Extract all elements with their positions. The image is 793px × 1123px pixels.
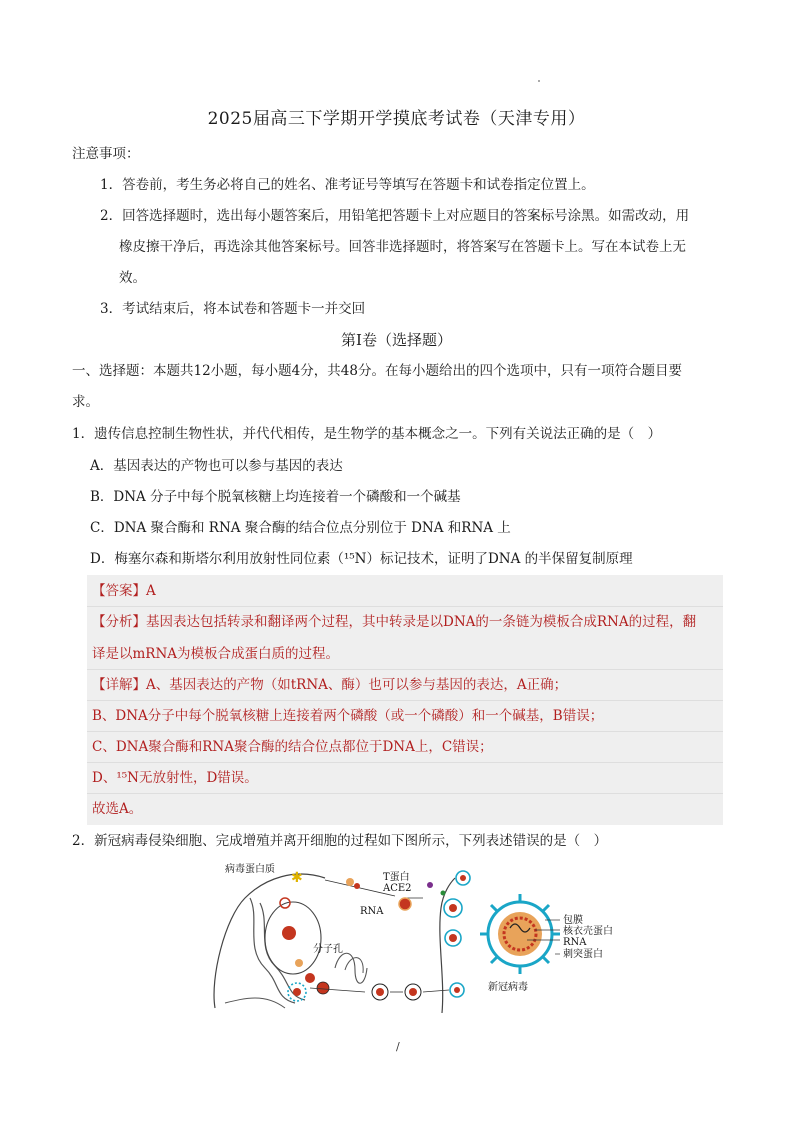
answer-divider bbox=[87, 606, 723, 607]
flow-arrow bbox=[423, 990, 449, 992]
answer-divider bbox=[87, 669, 723, 670]
cell-membrane bbox=[214, 874, 325, 1008]
question-1-option-d: D．梅塞尔森和斯塔尔利用放射性同位素（¹⁵N）标记技术，证明了DNA 的半保留复制原理 bbox=[90, 551, 633, 567]
analysis-line-2: 译是以mRNA为模板合成蛋白质的过程。 bbox=[92, 646, 340, 662]
viral-protein-icon: ✱ bbox=[291, 870, 303, 886]
answer-divider bbox=[87, 700, 723, 701]
answer-value: A bbox=[146, 583, 156, 599]
question-1-option-b: B．DNA 分子中每个脱氧核糖上均连接着一个磷酸和一个碱基 bbox=[90, 489, 461, 505]
answer-line bbox=[92, 581, 156, 601]
label-viral-protein: 病毒蛋白质 bbox=[225, 864, 275, 875]
vesicle bbox=[295, 959, 303, 967]
entering-virus-core bbox=[449, 934, 457, 942]
analysis-tag: 【分析】 bbox=[92, 614, 146, 630]
page-footer-mark: / bbox=[396, 1040, 400, 1053]
notice-item-1: 1．答卷前，考生务必将自己的姓名、准考证号等填写在答题卡和试卷指定位置上。 bbox=[100, 177, 595, 193]
membrane-fold bbox=[225, 998, 285, 1008]
analysis-line-1 bbox=[92, 612, 696, 632]
uncoated-rna bbox=[399, 898, 411, 910]
question-1-stem: 1．遗传信息控制生物性状，并代代相传，是生物学的基本概念之一。下列有关说法正确的是（ ） bbox=[72, 426, 662, 442]
label-nuclear-pore: 分子孔 bbox=[313, 944, 343, 955]
nuclear-rna bbox=[282, 926, 296, 940]
detail-line-a bbox=[92, 675, 567, 695]
analysis-text: 基因表达包括转录和翻译两个过程，其中转录是以DNA的一条链为模板合成RNA的过程，翻 bbox=[146, 614, 697, 630]
label-t-protein: T蛋白 bbox=[383, 872, 410, 883]
notice-item-3: 3．考试结束后，将本试卷和答题卡一并交回 bbox=[100, 301, 366, 317]
protein-blob bbox=[346, 878, 354, 886]
virus-vesicle-core bbox=[376, 988, 384, 996]
vesicle bbox=[305, 973, 315, 983]
notice-heading: 注意事项： bbox=[72, 146, 140, 162]
label-virus-name: 新冠病毒 bbox=[488, 982, 528, 993]
detail-line-d: D、¹⁵N无放射性，D错误。 bbox=[92, 770, 258, 786]
notice-item-2-end: 效。 bbox=[119, 270, 146, 286]
label-envelope: 包膜 bbox=[563, 915, 583, 926]
label-rna-left: RNA bbox=[360, 906, 384, 917]
protein-blob bbox=[354, 883, 360, 889]
label-capsid: 核衣壳蛋白 bbox=[563, 926, 613, 937]
golgi-fold bbox=[335, 953, 367, 983]
detail-line-c: C、DNA聚合酶和RNA聚合酶的结合位点都位于DNA上，C错误； bbox=[92, 739, 493, 755]
question-2-stem: 2．新冠病毒侵染细胞、完成增殖并离开细胞的过程如下图所示，下列表述错误的是（ ） bbox=[72, 833, 608, 849]
part-intro-cont: 求。 bbox=[72, 394, 99, 410]
answer-tag: 【答案】 bbox=[92, 583, 146, 599]
answer-divider bbox=[87, 731, 723, 732]
virus-vesicle-core bbox=[409, 988, 417, 996]
label-spike: 刺突蛋白 bbox=[563, 949, 603, 960]
entering-virus-core bbox=[460, 875, 466, 881]
label-ace2: ACE2 bbox=[383, 883, 412, 894]
detail-tag: 【详解】 bbox=[92, 677, 146, 693]
t-protein-marker bbox=[427, 882, 433, 888]
label-rna-right: RNA bbox=[563, 937, 587, 948]
notice-item-2: 2．回答选择题时，选出每小题答案后，用铅笔把答题卡上对应题目的答案标号涂黑。如需改动，用 bbox=[100, 208, 690, 224]
page-title: 2025届高三下学期开学摸底考试卷（天津专用） bbox=[207, 109, 586, 129]
answer-divider bbox=[87, 762, 723, 763]
part-intro: 一、选择题：本题共12小题，每小题4分，共48分。在每小题给出的四个选项中，只有一项符合题目要 bbox=[72, 363, 682, 379]
section-title: 第Ⅰ卷（选择题） bbox=[341, 331, 452, 349]
notice-item-2-cont: 橡皮擦干净后，再选涂其他答案标号。回答非选择题时，将答案写在答题卡上。写在本试卷上无 bbox=[119, 239, 686, 255]
answer-divider bbox=[87, 793, 723, 794]
scan-speck bbox=[538, 80, 540, 82]
sars-cov-2-model bbox=[480, 894, 560, 974]
forming-virus-core bbox=[293, 988, 301, 996]
released-virus-core bbox=[454, 987, 460, 993]
question-1-option-a: A．基因表达的产物也可以参与基因的表达 bbox=[90, 458, 343, 474]
entering-virus-core bbox=[449, 904, 457, 912]
conclusion-line: 故选A。 bbox=[92, 801, 143, 817]
virus-lifecycle-figure bbox=[205, 858, 615, 1018]
ace2-marker bbox=[441, 891, 446, 896]
question-1-option-c: C．DNA 聚合酶和 RNA 聚合酶的结合位点分别位于 DNA 和RNA 上 bbox=[90, 520, 511, 536]
detail-line-b: B、DNA分子中每个脱氧核糖上连接着两个磷酸（或一个磷酸）和一个碱基，B错误； bbox=[92, 708, 604, 724]
detail-a-text: A、基因表达的产物（如tRNA、酶）也可以参与基因的表达，A正确； bbox=[146, 677, 568, 693]
vesicle bbox=[317, 982, 329, 994]
